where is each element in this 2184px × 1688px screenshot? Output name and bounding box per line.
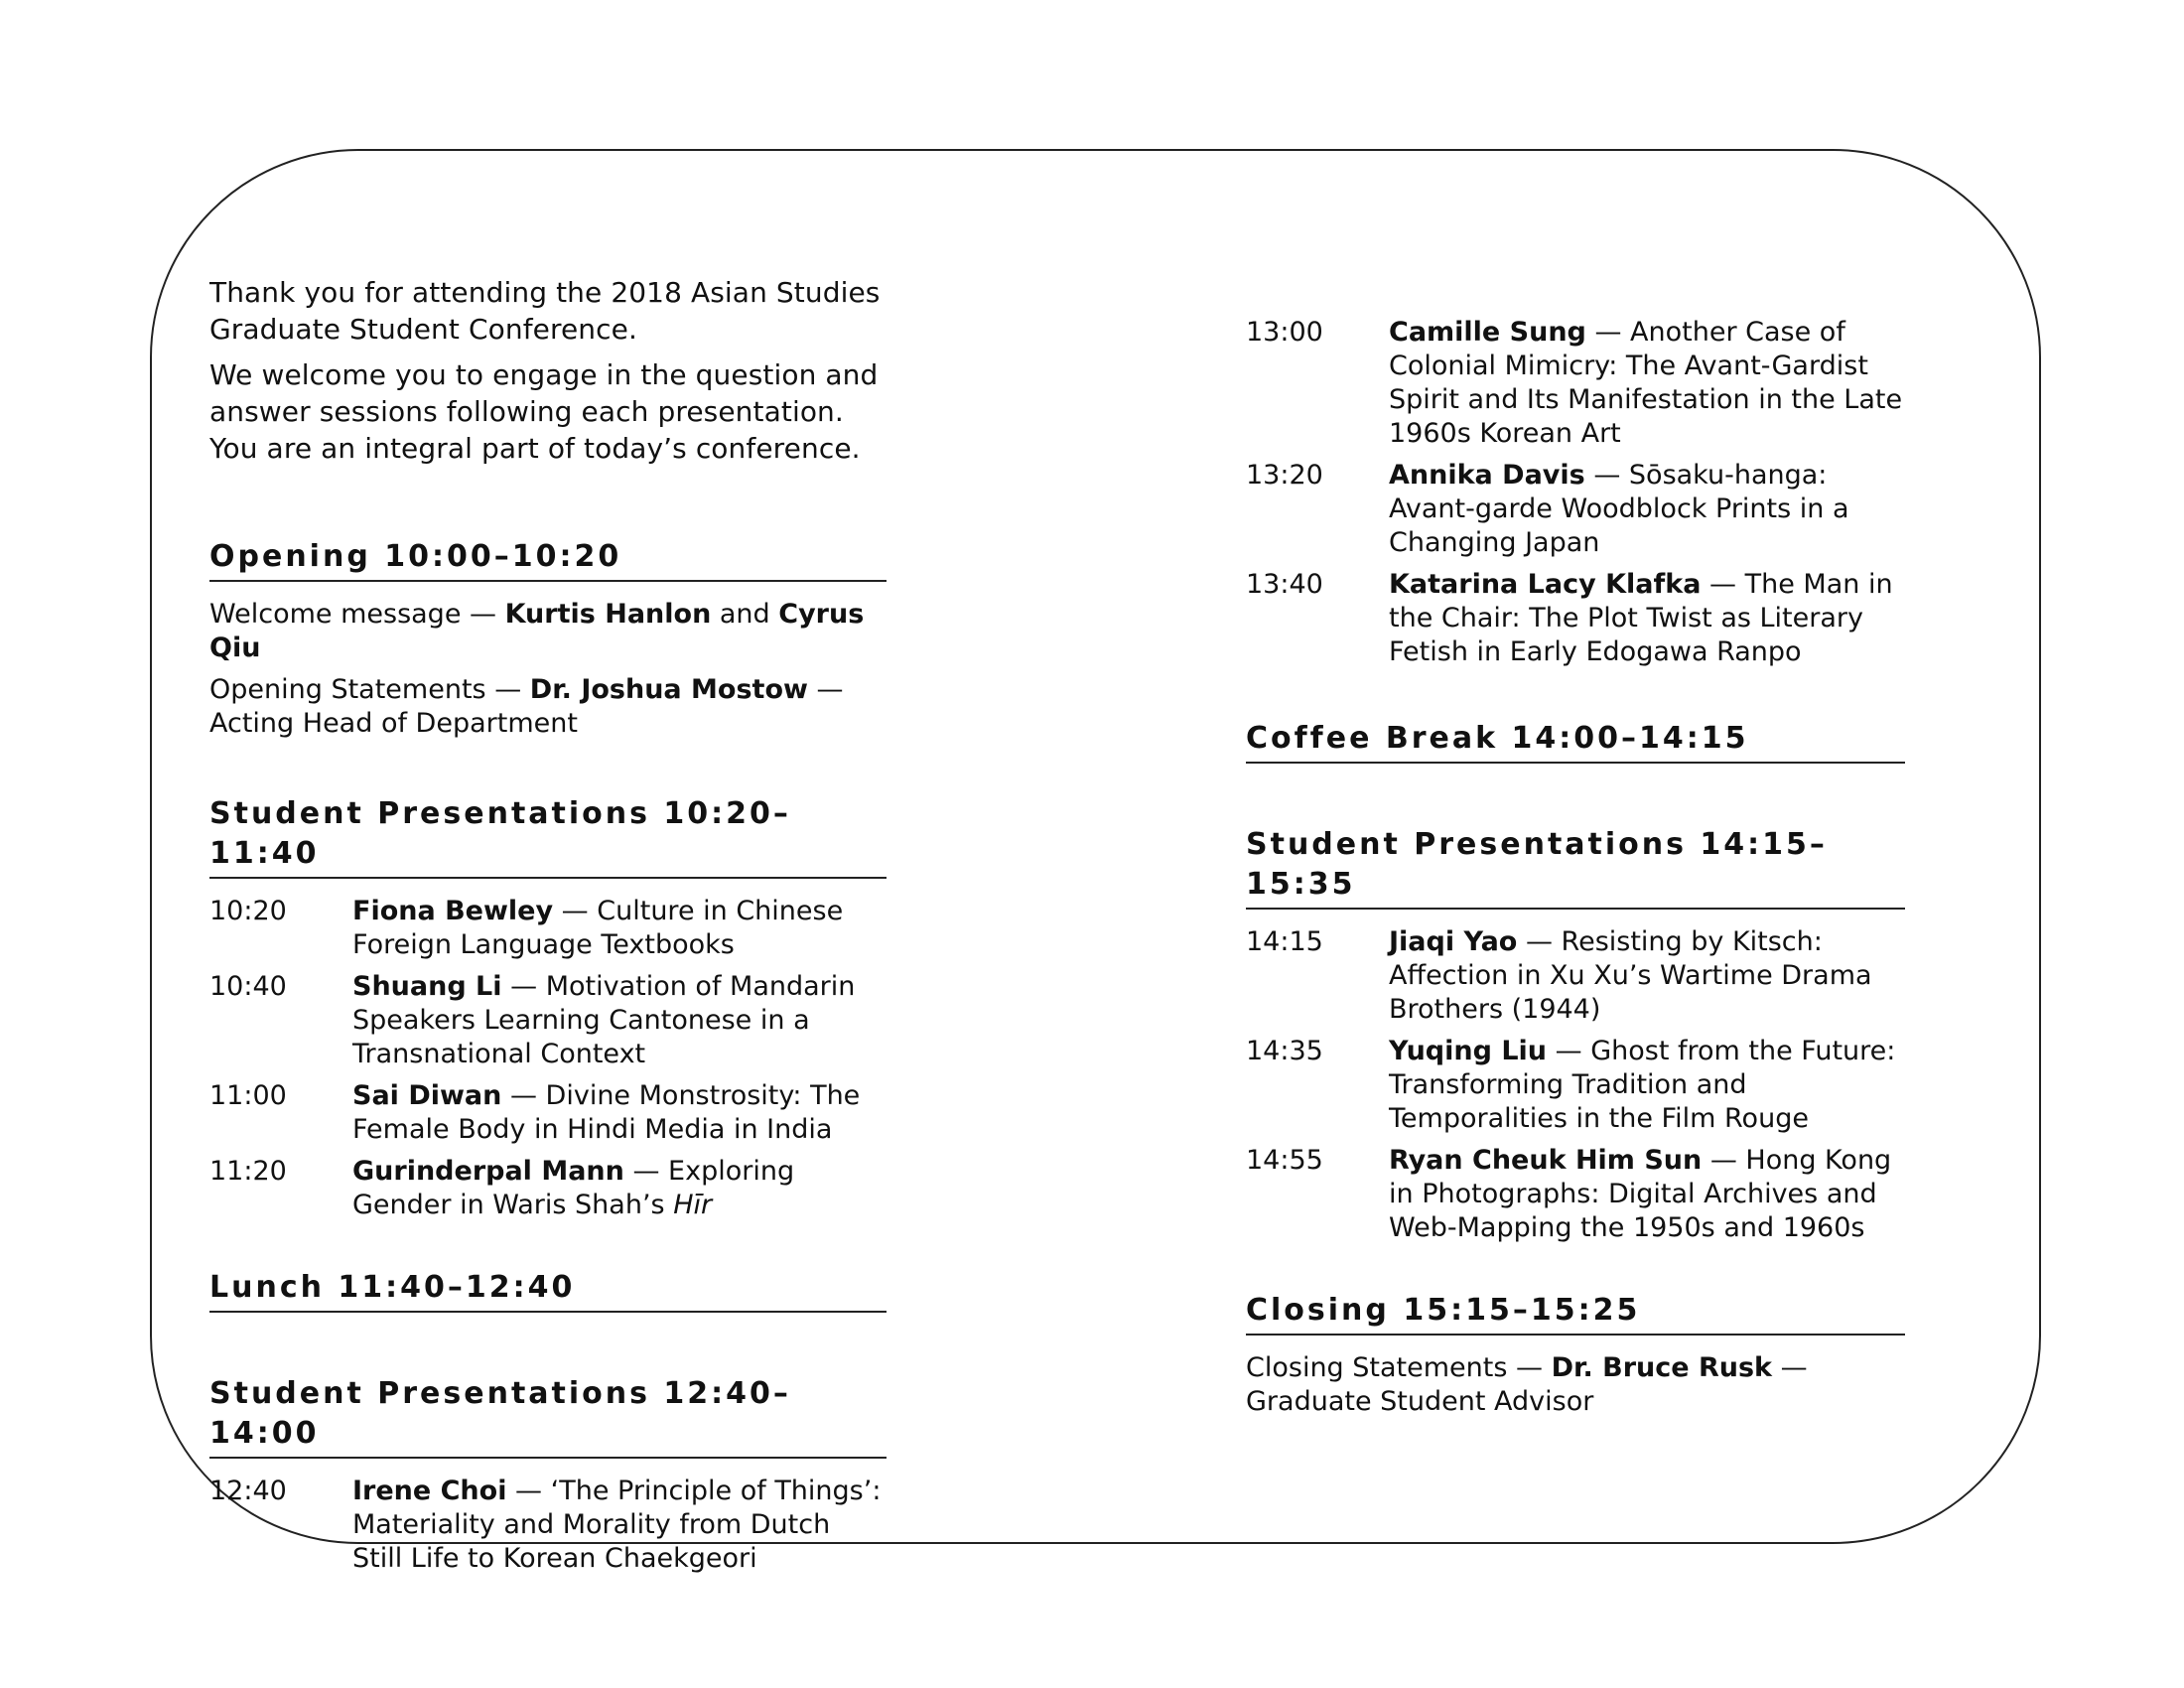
welcome-message: [209, 598, 887, 665]
speaker-name: Cyrus Qiu: [209, 599, 865, 663]
speaker-name: Kurtis Hanlon: [504, 599, 712, 630]
dash: —: [1772, 1352, 1808, 1383]
intro-welcome: We welcome you to engage in the question and answer sessions following each presentation. You are an integral part of today’s conference.: [209, 358, 879, 465]
opening-heading: Opening 10:00–10:20: [209, 537, 887, 582]
presenter-name: Ryan Cheuk Him Sun: [1389, 1145, 1703, 1176]
conjunction: and: [711, 599, 779, 630]
presentation-item: [1246, 1144, 1905, 1245]
presentation-item: [1246, 316, 1905, 451]
presentation-time: 10:40: [209, 971, 287, 1002]
presentation-time: 11:20: [209, 1156, 287, 1187]
dash: —: [807, 674, 844, 705]
dash: —: [506, 1476, 551, 1506]
dash: —: [1507, 1352, 1552, 1383]
dash: —: [1517, 926, 1562, 957]
presentation-time: 11:00: [209, 1080, 287, 1111]
lunch-heading: Lunch 11:40–12:40: [209, 1268, 887, 1313]
presentation-title: Culture in Chinese Foreign Language Textbooks: [352, 896, 844, 960]
presentation-title: ‘The Principle of Things’: Materiality and Morality from Dutch Still Life to Korean Chaekgeori: [352, 1476, 882, 1574]
dash: —: [1702, 1145, 1746, 1176]
presentation-time: 12:40: [209, 1476, 287, 1506]
left-column: [209, 274, 887, 1576]
speaker-name: Dr. Joshua Mostow: [529, 674, 808, 705]
presentation-title: Hong Kong in Photographs: Digital Archives and Web-Mapping the 1950s and 1960s: [1389, 1145, 1892, 1243]
dash: —: [1585, 317, 1631, 348]
presenter-name: Katarina Lacy Klafka: [1389, 569, 1702, 600]
student-presentations-heading: Student Presentations 14:15–15:35: [1246, 825, 1905, 910]
presentation-list: [209, 1475, 887, 1576]
dash: —: [501, 1080, 546, 1111]
presentation-title: Motivation of Mandarin Speakers Learning Cantonese in a Transnational Context: [352, 971, 856, 1069]
presentation-time: 14:15: [1246, 926, 1323, 957]
presenter-name: Annika Davis: [1389, 460, 1585, 491]
closing-heading: Closing 15:15–15:25: [1246, 1291, 1905, 1336]
dash: —: [485, 674, 530, 705]
presentation-time: 14:35: [1246, 1036, 1323, 1066]
presenter-name: Camille Sung: [1389, 317, 1586, 348]
presenter-name: Gurinderpal Mann: [352, 1156, 624, 1187]
presentation-title: Exploring Gender in Waris Shah’s: [352, 1156, 795, 1220]
presenter-name: Sai Diwan: [352, 1080, 502, 1111]
presentation-item: [209, 1155, 887, 1222]
presentation-time: 13:20: [1246, 460, 1323, 491]
statements-label: Opening Statements: [209, 674, 486, 705]
presentation-list: [209, 895, 887, 1222]
presentation-item: [1246, 459, 1905, 560]
welcome-label: Welcome message: [209, 599, 462, 630]
presenter-name: Jiaqi Yao: [1389, 926, 1518, 957]
dash: —: [501, 971, 546, 1002]
dash: —: [1584, 460, 1629, 491]
presentation-title: The Man in the Chair: The Plot Twist as Literary Fetish in Early Edogawa Ranpo: [1389, 569, 1893, 667]
right-column: [1246, 316, 1905, 1419]
presentation-item: [209, 1475, 887, 1576]
presentation-title: Resisting by Kitsch: Affection in Xu Xu’s Wartime Drama Brothers (1944): [1389, 926, 1872, 1025]
presentation-time: 13:00: [1246, 317, 1323, 348]
presentation-title-italic: Hīr: [673, 1190, 713, 1220]
dash: —: [461, 599, 505, 630]
presenter-name: Irene Choi: [352, 1476, 507, 1506]
presentation-item: [209, 1079, 887, 1147]
presentation-title: Ghost from the Future: Transforming Tradition and Temporalities in the Film Rouge: [1389, 1036, 1896, 1134]
presentation-item: [209, 895, 887, 962]
dash: —: [623, 1156, 669, 1187]
speaker-role: Graduate Student Advisor: [1246, 1386, 1594, 1417]
presenter-name: Shuang Li: [352, 971, 502, 1002]
presentation-list: [1246, 925, 1905, 1245]
dash: —: [1701, 569, 1745, 600]
presentation-list: [1246, 316, 1905, 669]
intro-thanks: Thank you for attending the 2018 Asian Studies Graduate Student Conference.: [209, 276, 881, 346]
speaker-name: Dr. Bruce Rusk: [1551, 1352, 1773, 1383]
dash: —: [1547, 1036, 1591, 1066]
student-presentations-heading: Student Presentations 10:20–11:40: [209, 794, 887, 879]
presentation-item: [1246, 1035, 1905, 1136]
presenter-name: Yuqing Liu: [1389, 1036, 1548, 1066]
presentation-time: 14:55: [1246, 1145, 1323, 1176]
presentation-item: [1246, 568, 1905, 669]
opening-statements: [209, 673, 887, 741]
presentation-title: Sōsaku-hanga: Avant-garde Woodblock Prints in a Changing Japan: [1389, 460, 1849, 558]
student-presentations-heading: Student Presentations 12:40–14:00: [209, 1374, 887, 1459]
presentation-item: [1246, 925, 1905, 1027]
closing-label: Closing Statements: [1246, 1352, 1508, 1383]
presentation-title: Another Case of Colonial Mimicry: The Avant-Gardist Spirit and Its Manifestation in the Late 1960s Korean Art: [1389, 317, 1903, 449]
presentation-time: 13:40: [1246, 569, 1323, 600]
presenter-name: Fiona Bewley: [352, 896, 554, 926]
coffee-break-heading: Coffee Break 14:00–14:15: [1246, 719, 1905, 764]
closing-statements: [1246, 1351, 1905, 1419]
presentation-item: [209, 970, 887, 1071]
dash: —: [553, 896, 598, 926]
presentation-time: 10:20: [209, 896, 287, 926]
presentation-title: Divine Monstrosity: The Female Body in Hindi Media in India: [352, 1080, 861, 1145]
speaker-role: Acting Head of Department: [209, 708, 578, 739]
